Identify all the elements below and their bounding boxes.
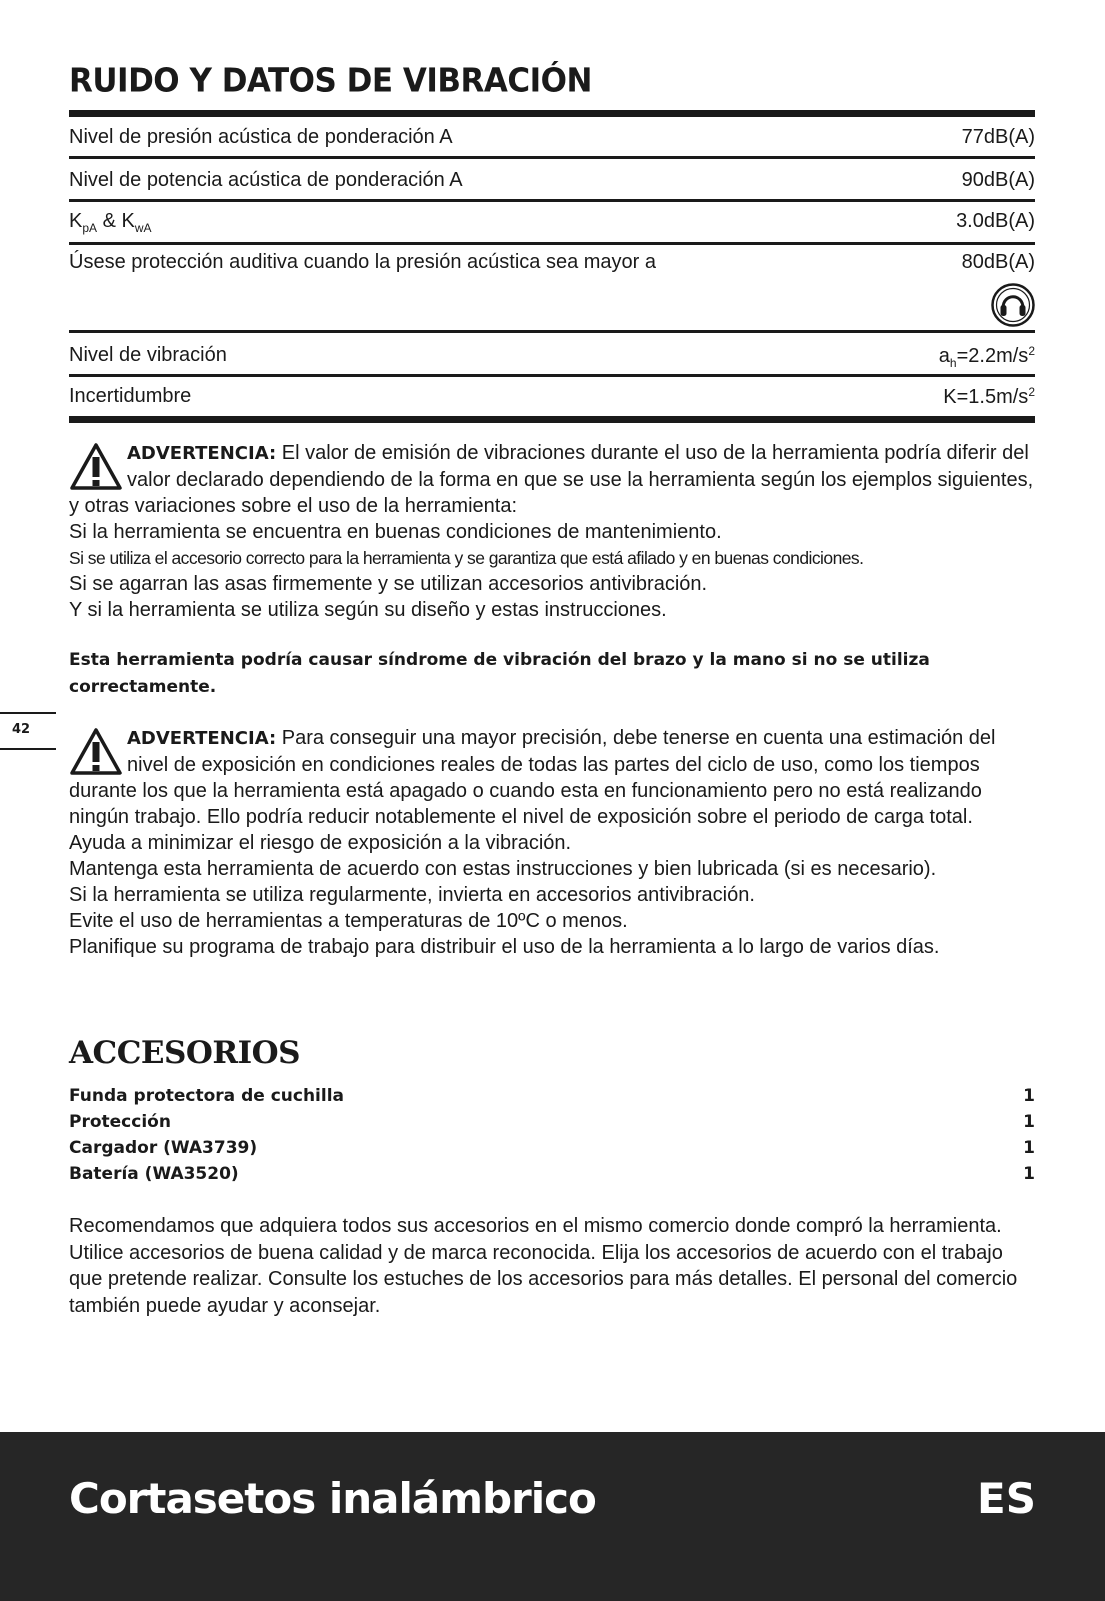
warning-2-line: Evite el uso de herramientas a temperaturas de 10ºC o menos. bbox=[69, 910, 628, 932]
accessories-recommendation: Recomendamos que adquiera todos sus accesorios en el mismo comercio donde compró la herramienta. Utilice accesorios de buena calidad y de marca reconocida. Elija los accesorios de acuerdo con el trabajo que pretende realizar. Consulte los estuches de los accesorios para más detalles. El personal del comercio también puede ayudar y aconsejar. bbox=[69, 1215, 1018, 1317]
row-label-hearing-protection: Úsese protección auditiva cuando la presión acústica sea mayor a bbox=[69, 251, 656, 273]
row-label-pressure: Nivel de presión acústica de ponderación A bbox=[69, 126, 453, 148]
row-value-power: 90dB(A) bbox=[961, 169, 1035, 191]
row-value-vibration: $a_h=2.2m/s^2$ bbox=[938, 344, 1035, 370]
warning-1-line: Si la herramienta se encuentra en buenas condiciones de mantenimiento. bbox=[69, 521, 722, 543]
row-value-hearing-protection: 80dB(A) bbox=[961, 251, 1035, 273]
warning-1-line: Si se utiliza el accesorio correcto para la herramienta y se garantiza que está afilado y en buenas condiciones. bbox=[69, 548, 864, 568]
row-label-power: Nivel de potencia acústica de ponderación A bbox=[69, 169, 463, 191]
warning-1-line: Si se agarran las asas firmemente y se utilizan accesorios antivibración. bbox=[69, 573, 708, 595]
row-divider bbox=[69, 374, 1035, 377]
section-title-noise: RUIDO Y DATOS DE VIBRACIÓN bbox=[69, 62, 592, 100]
row-value-uncertainty-k: 3.0dB(A) bbox=[956, 210, 1035, 232]
warning-2-line: Mantenga esta herramienta de acuerdo con estas instrucciones y bien lubricada (si es necesario). bbox=[69, 858, 937, 880]
page-number: 42 bbox=[12, 722, 31, 737]
list-item: Funda protectora de cuchilla 1 bbox=[69, 1086, 1035, 1106]
list-item: Cargador (WA3739) 1 bbox=[69, 1138, 1035, 1158]
row-value-pressure: 77dB(A) bbox=[961, 126, 1035, 148]
vibration-syndrome-note: Esta herramienta podría causar síndrome de vibración del brazo y la mano si no se utiliza correctamente. bbox=[69, 650, 930, 697]
row-value-incertidumbre: $K=1.5m/s^2$ bbox=[943, 385, 1035, 408]
warning-2-line: Si la herramienta se utiliza regularmente, invierta en accesorios antivibración. bbox=[69, 884, 755, 906]
footer-language-code: ES bbox=[977, 1474, 1036, 1523]
table-bottom-rule bbox=[69, 416, 1035, 423]
warning-block-1 bbox=[69, 440, 1035, 623]
row-divider bbox=[69, 156, 1035, 159]
table-top-rule bbox=[69, 110, 1035, 117]
warning-2-line: Planifique su programa de trabajo para distribuir el uso de la herramienta a lo largo de varios días. bbox=[69, 936, 940, 958]
row-divider bbox=[69, 330, 1035, 333]
row-label-incertidumbre: Incertidumbre bbox=[69, 385, 192, 407]
warning-1-line: Y si la herramienta se utiliza según su diseño y estas instrucciones. bbox=[69, 599, 667, 621]
footer-product-title: Cortasetos inalámbrico bbox=[69, 1474, 596, 1523]
section-title-accessories: ACCESORIOS bbox=[69, 1035, 301, 1071]
warning-2-line: Ayuda a minimizar el riesgo de exposición a la vibración. bbox=[69, 832, 572, 854]
warning-triangle-icon bbox=[69, 727, 123, 777]
warning-1-intro: ADVERTENCIA: El valor de emisión de vibraciones durante el uso de la herramienta podría diferir del valor declarado dependiendo de la forma en que se use la herramienta según los ejemplos siguientes, y otras variaciones sobre el uso de la herramienta: bbox=[69, 442, 1034, 517]
warning-block-2 bbox=[69, 725, 1035, 960]
warning-keyword: ADVERTENCIA: bbox=[127, 443, 277, 464]
row-label-uncertainty-k: $K_{pA}$ & $K_{wA}$ bbox=[69, 210, 152, 235]
ear-protection-icon bbox=[991, 283, 1035, 327]
list-item: Protección 1 bbox=[69, 1112, 1035, 1132]
footer-bar bbox=[0, 1432, 1105, 1601]
warning-keyword: ADVERTENCIA: bbox=[127, 728, 277, 749]
page-number-tab bbox=[0, 712, 56, 748]
row-divider bbox=[69, 199, 1035, 202]
warning-triangle-icon bbox=[69, 442, 123, 492]
list-item: Batería (WA3520) 1 bbox=[69, 1164, 1035, 1184]
accessories-list bbox=[69, 1083, 1035, 1187]
row-divider bbox=[69, 242, 1035, 245]
row-label-vibration: Nivel de vibración bbox=[69, 344, 227, 366]
warning-2-intro: ADVERTENCIA: Para conseguir una mayor precisión, debe tenerse en cuenta una estimación del nivel de exposición en condiciones reales de todas las partes del ciclo de uso, como los tiempos durante los que la herramienta está apagado o cuando esta en funcionamiento pero no está realizando ningún trabajo. Ello podría reducir notablemente el nivel de exposición sobre el periodo de carga total. bbox=[69, 727, 996, 828]
